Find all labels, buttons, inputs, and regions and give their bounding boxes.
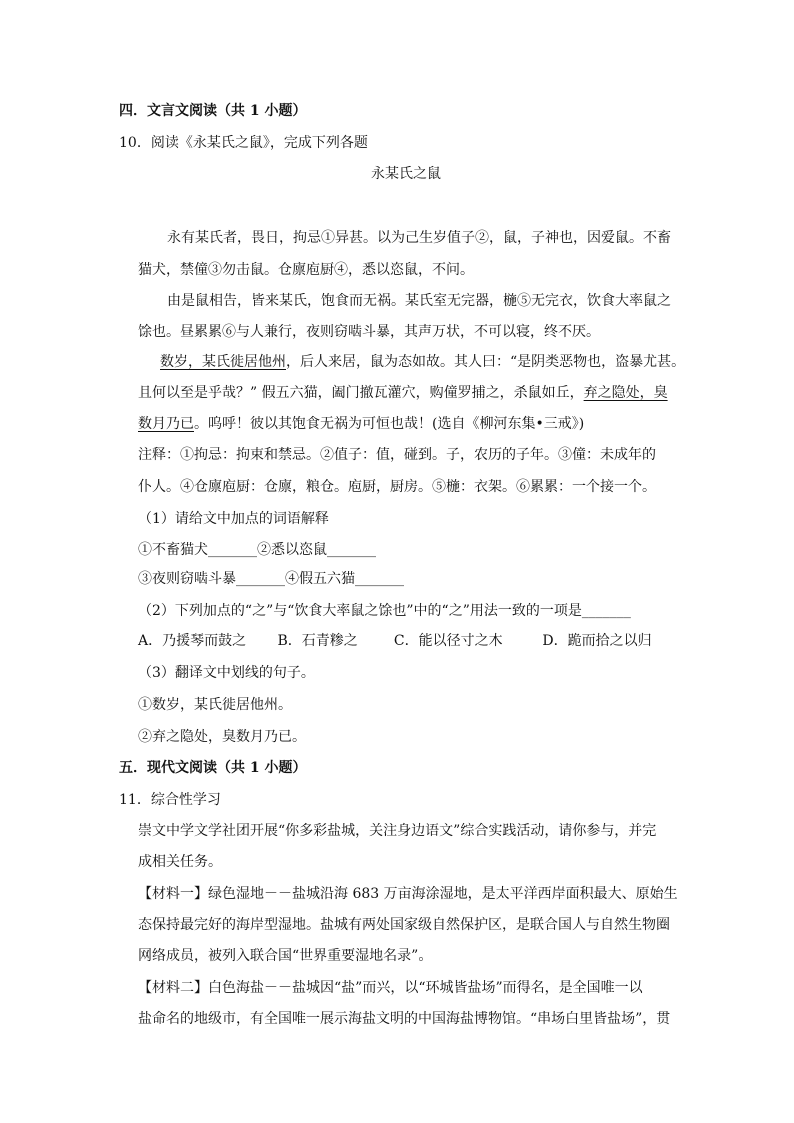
- p3-line2-text: 且何以至是乎哉？” 假五六猫，阖门撤瓦灌穴，购僮罗捕之，杀鼠如丘，: [138, 385, 584, 401]
- passage-p1-line2: 猫犬，禁僮③勿击鼠。仓廪庖厨④，悉以恣鼠，不问。: [138, 262, 474, 278]
- subquestion-1: （1）请给文中加点的词语解释: [138, 511, 329, 527]
- option-c: C．能以径寸之木: [393, 633, 503, 649]
- question-10-stem: 10．阅读《永某氏之鼠》，完成下列各题: [119, 135, 368, 151]
- notes-line1: 注释：①拘忌：拘束和禁忌。②值子：值，碰到。子，农历的子年。③僮：未成年的: [138, 447, 656, 463]
- subquestion-1-items-a: ①不畜猫犬_______②悉以恣鼠_______: [138, 542, 376, 558]
- section4-heading: 四．文言文阅读（共 1 小题）: [119, 103, 307, 119]
- question-11-stem: 11．综合性学习: [119, 792, 221, 808]
- passage-p2-line1: 由是鼠相告，皆来某氏，饱食而无祸。某氏室无完器，椸⑤无完衣，饮食大率鼠之: [167, 293, 671, 309]
- material1-line3: 网络成员，被列入联合国“世界重要湿地名录”。: [138, 948, 433, 964]
- notes-line2: 仆人。④仓廪庖厨：仓廪，粮仓。庖厨，厨房。⑤椸：衣架。⑥累累：一个接一个。: [138, 479, 656, 495]
- passage-title: 永某氏之鼠: [371, 166, 441, 182]
- material1-line1: 【材料一】绿色湿地－－盐城沿海 683 万亩海涂湿地，是太平洋西岸面积最大、原始生: [138, 886, 678, 902]
- passage-p3-line2: [138, 383, 668, 403]
- subquestion-1-items-b: ③夜则窃啮斗暴_______④假五六猫_______: [138, 571, 404, 587]
- passage-p3-line1: [160, 352, 685, 372]
- intro-line2: 成相关任务。: [138, 854, 222, 870]
- passage-p3-line3: [138, 414, 584, 434]
- material2-line1: 【材料二】白色海盐－－盐城因“盐”而兴，以“环城皆盐场”而得名，是全国唯一以: [138, 980, 643, 996]
- subquestion-3: （3）翻译文中划线的句子。: [138, 665, 315, 681]
- subquestion-2: （2）下列加点的“之”与“饮食大率鼠之馀也”中的“之”用法一致的一项是_______: [138, 603, 631, 619]
- material2-line2: 盐命名的地级市，有全国唯一展示海盐文明的中国海盐博物馆。“串场白里皆盐场”，贯: [138, 1011, 671, 1027]
- underlined-sentence-2a: 弃之隐处，臭: [583, 385, 668, 401]
- underlined-sentence-1: 数岁，某氏徙居他州: [160, 354, 286, 370]
- underlined-sentence-2b: 数月乃已: [138, 416, 194, 432]
- passage-p2-line2: 馀也。昼累累⑥与人兼行，夜则窃啮斗暴，其声万状，不可以寝，终不厌。: [138, 324, 600, 340]
- p3-line1-rest: ，后人来居，鼠为态如故。其人曰：“是阴类恶物也，盗暴尤甚。: [286, 354, 686, 370]
- section5-heading: 五．现代文阅读（共 1 小题）: [119, 760, 307, 776]
- intro-line1: 崇文中学文学社团开展“你多彩盐城，关注身边语文”综合实践活动，请你参与，并完: [138, 823, 657, 839]
- passage-p1-line1: 永有某氏者，畏日，拘忌①异甚。以为己生岁值子②，鼠，子神也，因爱鼠。不畜: [167, 230, 671, 246]
- subquestion-2-options: [138, 631, 652, 651]
- option-a: A．乃援琴而鼓之: [138, 633, 247, 649]
- subquestion-3-item-2: ②弃之隐处，臭数月乃已。: [138, 729, 306, 745]
- option-b: B．石青糁之: [277, 633, 358, 649]
- option-d: D．跪而拾之以归: [542, 633, 652, 649]
- subquestion-3-item-1: ①数岁，某氏徙居他州。: [138, 697, 292, 713]
- p3-line3-rest: 。呜呼！彼以其饱食无祸为可恒也哉！(选自《柳河东集•三戒》): [194, 416, 585, 432]
- material1-line2: 态保持最完好的海岸型湿地。盐城有两处国家级自然保护区，是联合国人与自然生物圈: [138, 917, 670, 933]
